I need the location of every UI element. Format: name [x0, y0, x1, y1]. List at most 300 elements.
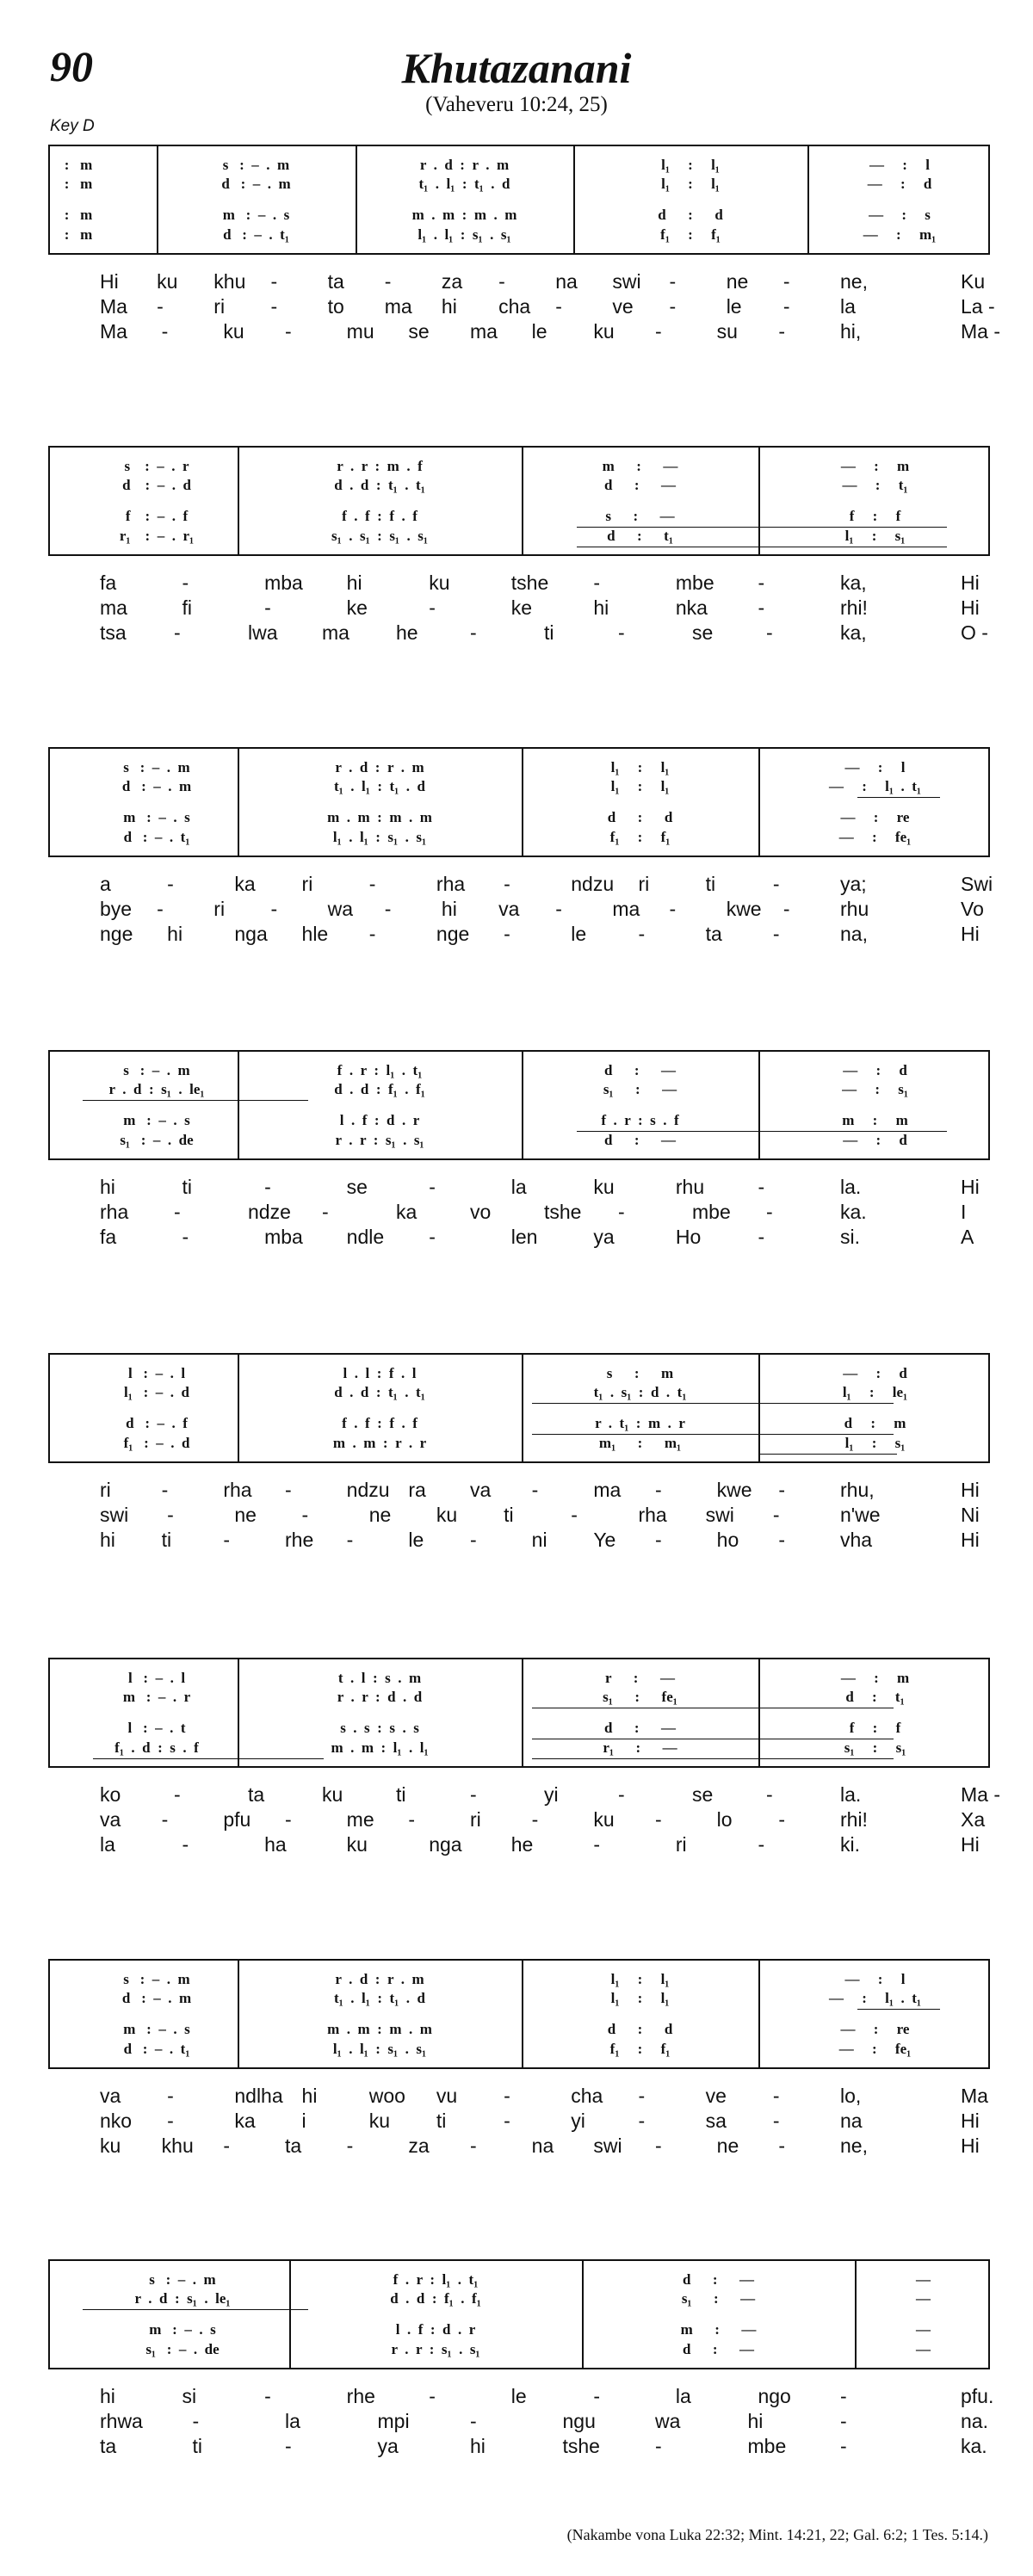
syllable-hyphen: -	[504, 2110, 510, 2132]
solfa-measure: l . f : d . r	[339, 1112, 420, 1128]
lyric-syllable: ta	[285, 2134, 302, 2157]
solfa-measure: m : – . s	[123, 809, 190, 825]
syllable-hyphen: -	[655, 1529, 662, 1551]
solfa-measure: f₁ : f₁	[609, 829, 671, 845]
syllable-hyphen: -	[157, 295, 164, 318]
lyric-syllable: ndle	[346, 1226, 385, 1248]
solfa-measure: d . d : t₁ . t₁	[334, 1384, 425, 1400]
lyric-syllable: ka.	[961, 2435, 987, 2457]
lyric-syllable: rhu	[675, 1176, 705, 1198]
lyric-syllable: Hi	[961, 1479, 980, 1501]
lyric-syllable: khu	[161, 2134, 194, 2157]
solfa-measure: r . r : m . f	[337, 458, 423, 474]
lyric-syllable: cha	[571, 2085, 603, 2107]
solfa-measure: — : re	[840, 2021, 910, 2037]
lyric-syllable: rhwa	[100, 2410, 143, 2432]
syllable-hyphen: -	[531, 1479, 539, 1501]
syllable-hyphen: -	[655, 320, 662, 343]
voice-row	[50, 477, 988, 496]
lyric-syllable: nga	[234, 923, 268, 945]
lyric-syllable: za	[408, 2134, 430, 2157]
syllable-hyphen: -	[174, 1201, 181, 1223]
voice-row	[50, 1670, 988, 1689]
lyric-syllable: va	[100, 1808, 121, 1831]
solfa-measure: — : m₁	[863, 226, 937, 243]
lyric-syllable: ta	[327, 270, 344, 293]
lyric-line	[48, 295, 995, 320]
lyric-syllable: la	[510, 1176, 527, 1198]
lyric-syllable: hi	[167, 923, 183, 945]
solfa-measure: s : – . m	[222, 157, 290, 173]
solfa-measure: d : —	[603, 1062, 677, 1078]
lyric-line	[48, 2134, 990, 2159]
solfa-measure: — : l	[844, 759, 906, 775]
lyric-line	[48, 1479, 990, 1504]
lyric-syllable: Hi	[961, 2110, 980, 2132]
lyric-line	[48, 2410, 990, 2435]
tie-line	[577, 1131, 947, 1132]
music-system	[48, 2259, 994, 2460]
syllable-hyphen: -	[593, 2385, 600, 2407]
lyric-syllable: rhi!	[840, 596, 868, 619]
solfa-measure: s₁ : s₁	[844, 1739, 906, 1756]
solfa-measure: f₁ : f₁	[660, 226, 721, 243]
lyric-syllable: ne,	[840, 2134, 868, 2157]
tie-line	[83, 2309, 308, 2310]
syllable-hyphen: -	[264, 596, 271, 619]
syllable-hyphen: -	[593, 1833, 600, 1856]
syllable-hyphen: -	[655, 1808, 662, 1831]
solfa-measure: m : m	[842, 1112, 908, 1128]
lyric-line	[48, 621, 990, 646]
lyric-syllable: he	[396, 621, 418, 644]
lyric-syllable: ka,	[840, 571, 867, 594]
lyric-syllable: na.	[961, 2410, 988, 2432]
solfa-measure: d : t₁	[845, 1689, 905, 1705]
tie-line	[93, 1758, 324, 1759]
lyric-line	[48, 898, 990, 923]
lyric-syllable: ti	[544, 621, 554, 644]
lyric-syllable: hi	[441, 898, 457, 920]
lyric-syllable: za	[441, 270, 463, 293]
syllable-hyphen: -	[840, 2385, 847, 2407]
voice-row	[50, 759, 988, 778]
lyric-syllable: le	[510, 2385, 527, 2407]
solfa-measure: d : —	[603, 1132, 677, 1148]
tie-line	[83, 1100, 308, 1101]
lyric-syllable: mba	[264, 1226, 303, 1248]
syllable-hyphen: -	[192, 2410, 200, 2432]
lyric-syllable: ma	[612, 898, 640, 920]
syllable-hyphen: -	[778, 1808, 785, 1831]
syllable-hyphen: -	[346, 1529, 354, 1551]
solfa-measure: l . l : f . l	[343, 1365, 417, 1381]
solfa-measure: d : t₁	[607, 528, 673, 544]
solfa-staff	[48, 1959, 990, 2069]
solfa-measure: s₁ : fe₁	[603, 1689, 677, 1705]
lyric-syllable: mbe	[692, 1201, 731, 1223]
lyric-line	[48, 2110, 990, 2134]
solfa-measure: — : d	[843, 1132, 907, 1148]
lyric-line	[48, 923, 990, 948]
solfa-measure: d : d	[607, 809, 673, 825]
lyric-syllable: na	[531, 2134, 554, 2157]
lyric-syllable: Swi	[961, 873, 993, 895]
lyric-syllable: hi	[301, 2085, 318, 2107]
syllable-hyphen: -	[766, 621, 773, 644]
lyric-syllable: le	[531, 320, 547, 343]
syllable-hyphen: -	[167, 873, 174, 895]
syllable-hyphen: -	[429, 1226, 436, 1248]
lyrics-block	[48, 1176, 990, 1251]
lyric-syllable: cha	[498, 295, 531, 318]
solfa-measure: m : – . s	[123, 2021, 190, 2037]
lyric-syllable: Hi	[961, 923, 980, 945]
solfa-measure: t₁ . l₁ : t₁ . d	[334, 1990, 425, 2006]
lyric-syllable: Hi	[961, 571, 980, 594]
solfa-measure: d : – . m	[221, 176, 291, 192]
lyric-syllable: nge	[436, 923, 470, 945]
lyric-syllable: ma	[593, 1479, 622, 1501]
lyric-syllable: khu	[213, 270, 246, 293]
voice-row	[50, 2041, 988, 2060]
syllable-hyphen: -	[264, 2385, 271, 2407]
lyric-syllable: ri	[100, 1479, 111, 1501]
lyric-line	[48, 1833, 990, 1858]
syllable-hyphen: -	[161, 320, 169, 343]
lyric-syllable: ti	[436, 2110, 447, 2132]
lyric-syllable: Ho	[675, 1226, 702, 1248]
lyric-syllable: ra	[408, 1479, 426, 1501]
solfa-measure: s₁ : —	[603, 1081, 677, 1097]
lyric-line	[48, 1529, 990, 1554]
solfa-measure: —	[916, 2271, 931, 2288]
solfa-staff	[48, 1050, 990, 1160]
lyric-syllable: na	[555, 270, 578, 293]
lyric-syllable: fa	[100, 571, 117, 594]
lyric-syllable: ki.	[840, 1833, 860, 1856]
lyric-syllable: A	[961, 1226, 974, 1248]
lyric-syllable: ti	[182, 1176, 193, 1198]
syllable-hyphen: -	[758, 571, 765, 594]
lyric-syllable: swi	[100, 1504, 129, 1526]
solfa-measure: m . m : l₁ . l₁	[331, 1739, 429, 1756]
solfa-measure: d : – . d	[122, 477, 191, 493]
lyric-syllable: rhe	[346, 2385, 375, 2407]
solfa-measure: — : m	[840, 1670, 910, 1686]
lyric-syllable: i	[301, 2110, 306, 2132]
lyric-syllable: pfu.	[961, 2385, 994, 2407]
solfa-measure: f : f	[849, 508, 901, 524]
solfa-measure: : m	[64, 176, 93, 192]
solfa-measure: r₁ : —	[603, 1739, 677, 1756]
syllable-hyphen: -	[782, 270, 790, 293]
solfa-measure: — : d	[843, 1365, 907, 1381]
syllable-hyphen: -	[772, 2085, 780, 2107]
solfa-measure: m . m : r . r	[332, 1435, 427, 1451]
lyric-syllable: mbe	[675, 571, 714, 594]
syllable-hyphen: -	[782, 898, 790, 920]
voice-row	[50, 2341, 988, 2360]
lyric-syllable: se	[408, 320, 430, 343]
lyric-syllable: ku	[429, 571, 450, 594]
syllable-hyphen: -	[531, 1808, 539, 1831]
solfa-measure: l₁ : l₁	[610, 759, 670, 775]
lyric-syllable: ma	[100, 596, 127, 619]
lyric-syllable: ma	[470, 320, 498, 343]
syllable-hyphen: -	[840, 2410, 847, 2432]
solfa-measure: m : – . s	[222, 207, 290, 223]
lyric-syllable: mbe	[747, 2435, 787, 2457]
solfa-measure: d : —	[603, 1720, 677, 1736]
voice-row	[50, 1435, 988, 1454]
lyrics-block	[48, 1479, 990, 1554]
tie-line	[857, 2009, 940, 2010]
lyric-syllable: ne,	[840, 270, 868, 293]
solfa-measure: — : re	[840, 809, 910, 825]
lyric-syllable: nka	[675, 596, 708, 619]
solfa-staff	[48, 1353, 990, 1463]
lyric-syllable: ri	[675, 1833, 687, 1856]
solfa-measure: s : – . m	[123, 1062, 190, 1078]
solfa-measure: f : – . f	[125, 508, 189, 524]
lyric-syllable: hi	[100, 1529, 115, 1551]
lyric-syllable: ku	[368, 2110, 391, 2132]
lyric-syllable: la.	[840, 1176, 862, 1198]
voice-row	[50, 1739, 988, 1758]
lyric-syllable: rha	[436, 873, 466, 895]
lyric-syllable: va	[100, 2085, 121, 2107]
syllable-hyphen: -	[182, 1833, 189, 1856]
lyric-syllable: ndzu	[571, 873, 615, 895]
solfa-measure: — : d	[867, 176, 932, 192]
solfa-measure: r . d : r . m	[335, 759, 424, 775]
lyric-syllable: la	[840, 295, 856, 318]
lyrics-block	[48, 270, 1000, 345]
solfa-measure: : m	[64, 207, 93, 223]
solfa-measure: f : f	[849, 1720, 901, 1736]
lyric-syllable: ke	[346, 596, 368, 619]
lyric-syllable: tshe	[562, 2435, 600, 2457]
lyric-syllable: rhu	[840, 898, 869, 920]
music-system	[48, 1050, 990, 1251]
lyric-syllable: ku	[593, 1176, 615, 1198]
lyric-syllable: Ye	[593, 1529, 616, 1551]
lyric-syllable: ne	[716, 2134, 739, 2157]
syllable-hyphen: -	[368, 923, 376, 945]
lyric-syllable: rha	[100, 1201, 129, 1223]
lyric-line	[48, 1176, 990, 1201]
voice-row	[50, 1415, 988, 1434]
solfa-measure: r . d : r . m	[335, 1971, 424, 1987]
key-signature: Key D	[50, 117, 95, 135]
lyric-syllable: lo	[716, 1808, 733, 1831]
tie-line	[532, 1434, 894, 1435]
voice-row	[50, 1132, 988, 1151]
solfa-measure: — : l₁ . t₁	[829, 1990, 921, 2006]
solfa-measure: s : – . m	[149, 2271, 216, 2288]
voice-row	[50, 1720, 988, 1739]
solfa-measure: l₁ : le₁	[842, 1384, 908, 1400]
syllable-hyphen: -	[778, 2134, 785, 2157]
syllable-hyphen: -	[504, 873, 510, 895]
voice-row	[50, 2290, 988, 2309]
lyric-syllable: tsa	[100, 621, 127, 644]
lyric-syllable: he	[510, 1833, 534, 1856]
voice-row	[50, 226, 988, 245]
solfa-measure: — : d	[843, 1062, 907, 1078]
lyric-syllable: ne	[368, 1504, 392, 1526]
syllable-hyphen: -	[270, 270, 278, 293]
voice-row	[50, 2271, 988, 2290]
solfa-measure: l₁ : l₁	[610, 778, 670, 794]
lyric-syllable: ka.	[840, 1201, 867, 1223]
syllable-hyphen: -	[638, 2110, 646, 2132]
syllable-hyphen: -	[167, 2110, 174, 2132]
solfa-measure: t₁ . l₁ : t₁ . d	[334, 778, 425, 794]
solfa-measure: l₁ . l₁ : s₁ . s₁	[332, 2041, 427, 2057]
solfa-measure: l₁ : l₁	[661, 157, 720, 173]
solfa-measure: r . r : s₁ . s₁	[335, 1132, 424, 1148]
lyric-syllable: Xa	[961, 1808, 986, 1831]
solfa-measure: r . d : s₁ . le₁	[134, 2290, 231, 2307]
syllable-hyphen: -	[498, 270, 505, 293]
solfa-measure: d : – . m	[121, 1990, 192, 2006]
lyric-syllable: lo,	[840, 2085, 862, 2107]
lyric-syllable: kwe	[726, 898, 762, 920]
solfa-measure: s : m	[606, 1365, 674, 1381]
lyric-syllable: la.	[840, 1783, 862, 1806]
syllable-hyphen: -	[285, 1808, 292, 1831]
lyrics-block	[48, 571, 990, 646]
lyric-line	[48, 2085, 990, 2110]
hymn-number: 90	[50, 42, 93, 90]
lyric-syllable: ti	[396, 1783, 406, 1806]
voice-row	[50, 1971, 988, 1990]
syllable-hyphen: -	[470, 1529, 477, 1551]
tie-line	[857, 797, 940, 798]
lyric-syllable: ku	[223, 320, 244, 343]
lyric-syllable: si	[182, 2385, 197, 2407]
solfa-measure: l₁ . l₁ : s₁ . s₁	[418, 226, 511, 243]
lyric-syllable: ri	[213, 295, 226, 318]
solfa-measure: r . r : d . d	[337, 1689, 423, 1705]
lyric-syllable: ta	[248, 1783, 265, 1806]
solfa-measure: s₁ . s₁ : s₁ . s₁	[331, 528, 428, 544]
syllable-hyphen: -	[840, 2435, 847, 2457]
solfa-measure: d : —	[603, 477, 677, 493]
lyric-syllable: tshe	[510, 571, 549, 594]
solfa-staff	[48, 145, 990, 255]
lyric-syllable: ku	[593, 1808, 615, 1831]
lyric-syllable: ne	[234, 1504, 257, 1526]
solfa-measure: r . r : s₁ . s₁	[391, 2341, 480, 2357]
voice-row	[50, 1112, 988, 1131]
lyric-syllable: le	[408, 1529, 424, 1551]
voice-row	[50, 829, 988, 848]
lyric-syllable: hi,	[840, 320, 862, 343]
solfa-measure: f . r : l₁ . t₁	[337, 1062, 423, 1078]
syllable-hyphen: -	[638, 2085, 646, 2107]
syllable-hyphen: -	[157, 898, 164, 920]
lyric-syllable: Ma	[100, 295, 127, 318]
syllable-hyphen: -	[470, 1783, 477, 1806]
lyric-syllable: Ma -	[961, 1783, 1000, 1806]
lyric-syllable: I	[961, 1201, 967, 1223]
syllable-hyphen: -	[167, 1504, 174, 1526]
solfa-measure: — : l	[869, 157, 930, 173]
lyric-syllable: hi	[346, 571, 362, 594]
solfa-measure: d : – . t₁	[123, 2041, 190, 2057]
tie-line	[532, 1758, 894, 1759]
lyric-syllable: wa	[655, 2410, 681, 2432]
solfa-measure: m : – . r	[122, 1689, 191, 1705]
lyric-line	[48, 270, 990, 295]
solfa-measure: m : —	[680, 2321, 757, 2338]
syllable-hyphen: -	[384, 270, 392, 293]
solfa-measure: l₁ : s₁	[844, 528, 906, 544]
solfa-staff	[48, 2259, 990, 2369]
lyric-syllable: nge	[100, 923, 133, 945]
voice-row	[50, 1081, 988, 1100]
solfa-measure: l₁ : l₁	[610, 1990, 670, 2006]
syllable-hyphen: -	[638, 923, 646, 945]
syllable-hyphen: -	[301, 1504, 309, 1526]
syllable-hyphen: -	[322, 1201, 329, 1223]
solfa-measure: — : t₁	[842, 477, 908, 493]
solfa-measure: l : – . l	[127, 1670, 186, 1686]
lyric-syllable: la	[285, 2410, 300, 2432]
syllable-hyphen: -	[766, 1783, 773, 1806]
voice-row	[50, 1689, 988, 1708]
voice-row	[50, 458, 988, 477]
music-system	[48, 1353, 990, 1554]
footnote-references: (Nakambe vona Luka 22:32; Mint. 14:21, 22; Gal. 6:2; 1 Tes. 5:14.)	[566, 2526, 988, 2543]
syllable-hyphen: -	[669, 295, 677, 318]
syllable-hyphen: -	[669, 898, 677, 920]
lyric-syllable: ku	[436, 1504, 458, 1526]
lyric-syllable: ngo	[758, 2385, 791, 2407]
solfa-staff	[48, 747, 990, 857]
lyric-syllable: si.	[840, 1226, 860, 1248]
lyric-syllable: nga	[429, 1833, 462, 1856]
lyric-syllable: tshe	[544, 1201, 582, 1223]
syllable-hyphen: -	[504, 923, 510, 945]
solfa-measure: f . r : l₁ . t₁	[393, 2271, 479, 2288]
solfa-measure: — : fe₁	[838, 829, 912, 845]
lyric-syllable: rhe	[285, 1529, 314, 1551]
lyric-syllable: Ma -	[961, 320, 1000, 343]
voice-row	[50, 778, 988, 797]
lyric-syllable: ka	[234, 2110, 256, 2132]
syllable-hyphen: -	[223, 2134, 230, 2157]
lyric-syllable: a	[100, 873, 111, 895]
lyric-syllable: ku	[157, 270, 178, 293]
voice-row	[50, 1384, 988, 1403]
syllable-hyphen: -	[782, 295, 790, 318]
syllable-hyphen: -	[571, 1504, 578, 1526]
solfa-measure: l₁ : s₁	[844, 1435, 906, 1451]
lyric-syllable: swi	[593, 2134, 622, 2157]
lyric-syllable: ni	[531, 1529, 547, 1551]
lyric-syllable: mba	[264, 571, 303, 594]
lyric-syllable: la	[100, 1833, 115, 1856]
lyric-syllable: pfu	[223, 1808, 251, 1831]
solfa-measure: d . d : f₁ . f₁	[334, 1081, 425, 1097]
lyrics-block	[48, 873, 993, 948]
solfa-measure: l₁ : l₁	[661, 176, 720, 192]
lyrics-block	[48, 2085, 990, 2159]
